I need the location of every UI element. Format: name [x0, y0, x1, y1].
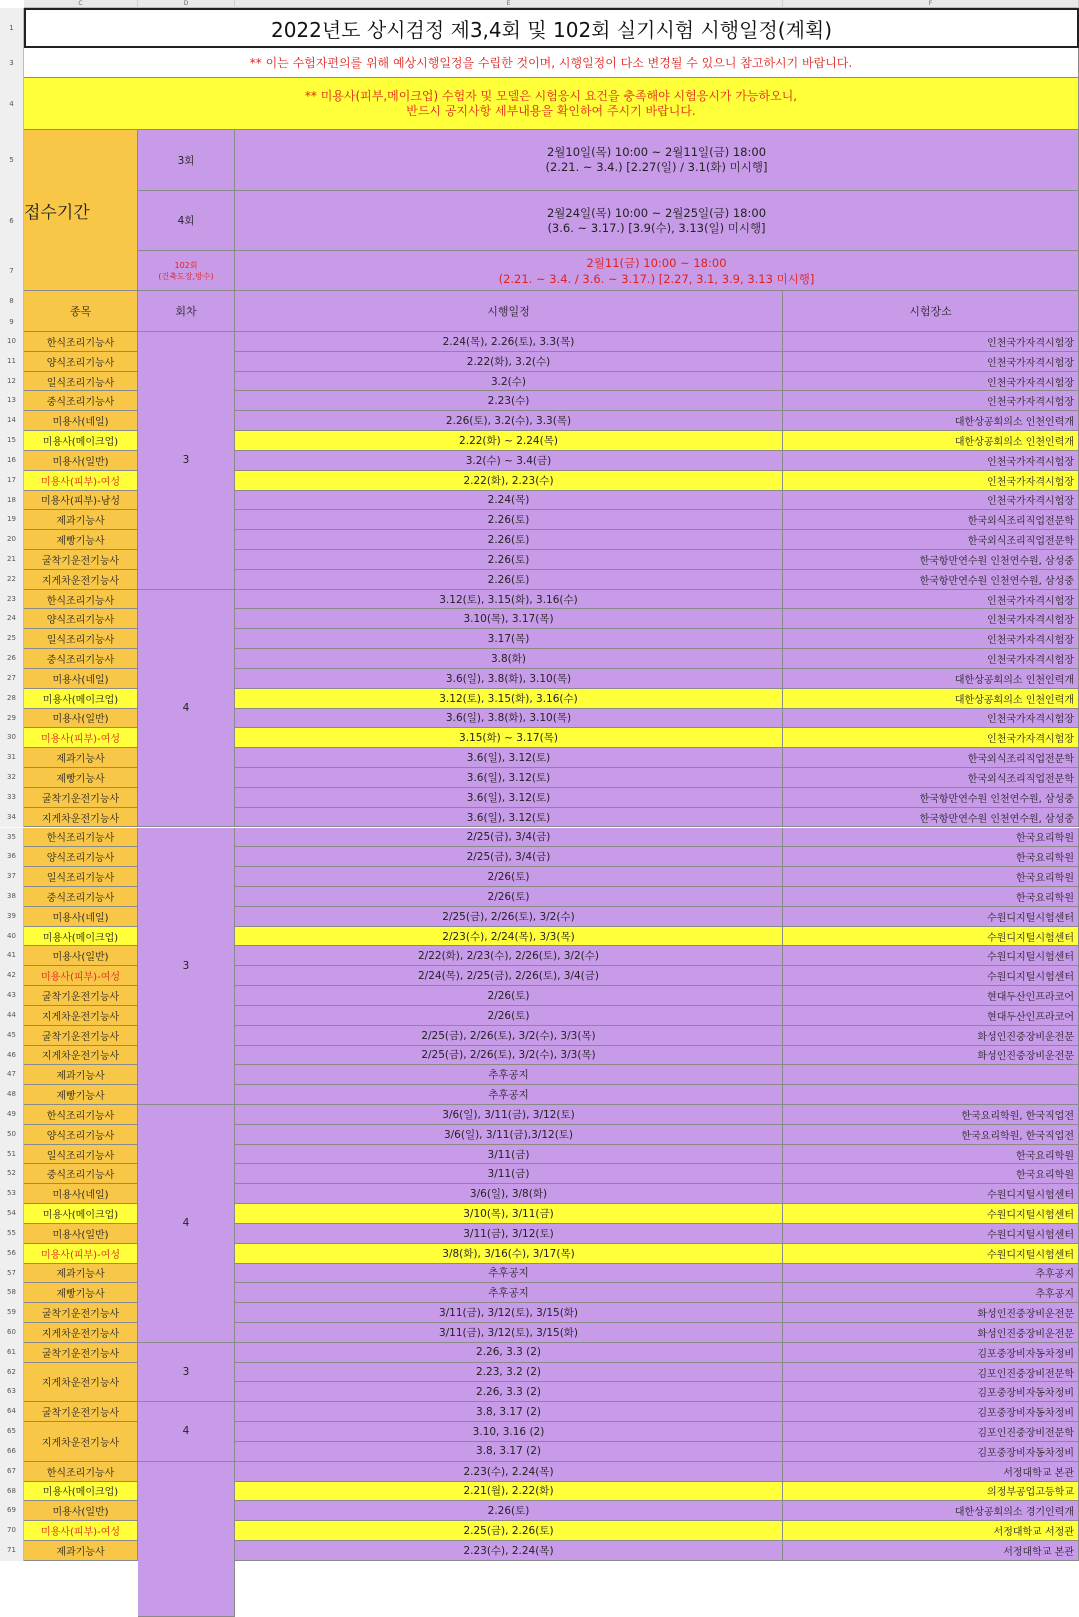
exam-place-cell: 현대두산인프라코어 — [783, 1006, 1079, 1026]
item-cell: 굴착기운전기능사 — [24, 1303, 138, 1323]
row-number[interactable]: 58 — [0, 1283, 24, 1303]
notice-line-2: 반드시 공지사항 세부내용을 확인하여 주시기 바랍니다. — [406, 103, 696, 118]
exam-place-cell: 대한상공회의소 인천인력개 — [783, 411, 1079, 431]
exam-date-cell: 3.8, 3.17 (2) — [235, 1402, 783, 1422]
exam-place-cell: 화성인진중장비운전문 — [783, 1323, 1079, 1343]
exam-date-cell: 3.15(화) ~ 3.17(목) — [235, 728, 783, 748]
item-cell: 굴착기운전기능사 — [24, 1026, 138, 1046]
row-number[interactable]: 51 — [0, 1145, 24, 1165]
item-cell: 중식조리기능사 — [24, 649, 138, 669]
round-cell: 3 — [138, 1343, 235, 1402]
row-number[interactable]: 69 — [0, 1501, 24, 1521]
row-number[interactable]: 50 — [0, 1125, 24, 1145]
item-cell: 한식조리기능사 — [24, 590, 138, 610]
row-number[interactable]: 38 — [0, 887, 24, 907]
row-number[interactable]: 3 — [0, 48, 24, 78]
item-cell: 미용사(피부)-여성 — [24, 471, 138, 491]
exam-date-cell: 2/25(금), 2/26(토), 3/2(수), 3/3(목) — [235, 1026, 783, 1046]
row-number[interactable]: 18 — [0, 491, 24, 511]
exam-date-cell: 3/10(목), 3/11(금) — [235, 1204, 783, 1224]
item-cell: 미용사(메이크업) — [24, 1482, 138, 1502]
row-number[interactable]: 27 — [0, 669, 24, 689]
exam-date-cell: 2.21(월), 2.22(화) — [235, 1482, 783, 1502]
row-number[interactable]: 35 — [0, 828, 24, 848]
notice-line-1: ** 미용사(피부,메이크업) 수험자 및 모델은 시험응시 요건을 충족해야 시험응시가 가능하오니, — [304, 88, 798, 103]
row-number[interactable]: 66 — [0, 1442, 24, 1462]
exam-place-cell: 화성인진중장비운전문 — [783, 1046, 1079, 1066]
row-number[interactable]: 63 — [0, 1382, 24, 1402]
row-number[interactable]: 40 — [0, 927, 24, 947]
exam-date-cell: 추후공지 — [235, 1264, 783, 1284]
row-number[interactable]: 21 — [0, 550, 24, 570]
round-cell: 4 — [138, 590, 235, 828]
row-number[interactable]: 55 — [0, 1224, 24, 1244]
round-cell: 4 — [138, 1105, 235, 1343]
item-cell: 굴착기운전기능사 — [24, 1402, 138, 1422]
item-cell: 미용사(피부)-여성 — [24, 1521, 138, 1541]
row-number[interactable]: 57 — [0, 1264, 24, 1284]
exam-place-cell: 대한상공회의소 인천인력개 — [783, 689, 1079, 709]
row-number[interactable]: 25 — [0, 629, 24, 649]
row-number[interactable]: 39 — [0, 907, 24, 927]
exam-place-cell: 한국요리학원 — [783, 867, 1079, 887]
row-number[interactable]: 31 — [0, 748, 24, 768]
exam-place-cell: 한국외식조리직업전문학 — [783, 530, 1079, 550]
exam-place-cell: 서정대학교 본관 — [783, 1541, 1079, 1561]
item-cell: 제과기능사 — [24, 510, 138, 530]
row-number[interactable]: 62 — [0, 1363, 24, 1383]
exam-place-cell: 한국외식조리직업전문학 — [783, 510, 1079, 530]
item-cell: 일식조리기능사 — [24, 372, 138, 392]
item-cell: 중식조리기능사 — [24, 1164, 138, 1184]
item-cell: 미용사(메이크업) — [24, 927, 138, 947]
exam-date-cell: 2.26(토) — [235, 570, 783, 590]
exam-date-cell: 2.26(토), 3.2(수), 3.3(목) — [235, 411, 783, 431]
exam-place-cell: 인천국가자격시험장 — [783, 728, 1079, 748]
exam-date-cell: 3.6(일), 3.12(토) — [235, 788, 783, 808]
exam-place-cell: 김포인진중장비전문학 — [783, 1422, 1079, 1442]
exam-place-cell — [783, 1065, 1079, 1085]
exam-date-cell: 3/6(일), 3/8(화) — [235, 1184, 783, 1204]
exam-place-cell: 한국요리학원 — [783, 847, 1079, 867]
row-number[interactable]: 19 — [0, 510, 24, 530]
row-number[interactable]: 30 — [0, 728, 24, 748]
row-number[interactable]: 70 — [0, 1521, 24, 1541]
item-cell: 한식조리기능사 — [24, 332, 138, 352]
item-cell: 제빵기능사 — [24, 1085, 138, 1105]
item-cell-merged: 지게차운전기능사 — [24, 1422, 138, 1462]
exam-place-cell: 수원디지털시험센터 — [783, 966, 1079, 986]
exam-place-cell: 한국항만연수원 인천연수원, 삼성중 — [783, 570, 1079, 590]
column-header-c[interactable]: C — [24, 0, 138, 8]
item-cell: 한식조리기능사 — [24, 828, 138, 848]
round-cell — [138, 1462, 235, 1617]
row-number[interactable]: 24 — [0, 609, 24, 629]
header-round: 회차 — [138, 291, 235, 332]
item-cell: 미용사(피부)-남성 — [24, 491, 138, 511]
item-cell: 굴착기운전기능사 — [24, 788, 138, 808]
header-exam-place: 시험장소 — [783, 291, 1079, 332]
exam-place-cell: 인천국가자격시험장 — [783, 372, 1079, 392]
exam-date-cell: 2.26, 3.3 (2) — [235, 1382, 783, 1402]
exam-date-cell: 3.12(토), 3.15(화), 3.16(수) — [235, 689, 783, 709]
item-cell: 중식조리기능사 — [24, 887, 138, 907]
exam-place-cell: 인천국가자격시험장 — [783, 471, 1079, 491]
exam-place-cell: 인천국가자격시험장 — [783, 609, 1079, 629]
row-number[interactable]: 36 — [0, 847, 24, 867]
reception-period-label: 접수기간 — [24, 130, 138, 291]
row-number[interactable]: 65 — [0, 1422, 24, 1442]
exam-date-cell: 3/6(일), 3/11(금),3/12(토) — [235, 1125, 783, 1145]
exam-place-cell: 인천국가자격시험장 — [783, 629, 1079, 649]
column-header-e[interactable]: E — [235, 0, 783, 8]
item-cell: 양식조리기능사 — [24, 847, 138, 867]
exam-place-cell: 김포중장비자동차정비 — [783, 1402, 1079, 1422]
exam-place-cell: 의정부공업고등학교 — [783, 1482, 1079, 1502]
exam-place-cell: 인천국가자격시험장 — [783, 391, 1079, 411]
exam-date-cell: 3/11(금), 3/12(토), 3/15(화) — [235, 1303, 783, 1323]
exam-place-cell: 대한상공회의소 인천인력개 — [783, 669, 1079, 689]
exam-place-cell: 대한상공회의소 인천인력개 — [783, 431, 1079, 451]
exam-place-cell: 수원디지털시험센터 — [783, 907, 1079, 927]
sheet-title: 2022년도 상시검정 제3,4회 및 102회 실기시험 시행일정(계획) — [24, 8, 1079, 48]
reception-round-102-line-1: 2월11(금) 10:00 ~ 18:00 — [586, 255, 727, 270]
reception-round-102-label-line-2: (건축도장,방수) — [158, 271, 214, 281]
exam-place-cell: 대한상공회의소 경기인력개 — [783, 1501, 1079, 1521]
row-number[interactable]: 13 — [0, 391, 24, 411]
exam-date-cell: 3.12(토), 3.15(화), 3.16(수) — [235, 590, 783, 610]
reception-round-3-period — [235, 130, 1079, 191]
exam-place-cell: 수원디지털시험센터 — [783, 1224, 1079, 1244]
exam-place-cell: 한국요리학원 — [783, 1164, 1079, 1184]
item-cell: 제빵기능사 — [24, 1283, 138, 1303]
item-cell: 지게차운전기능사 — [24, 570, 138, 590]
item-cell: 굴착기운전기능사 — [24, 986, 138, 1006]
row-number[interactable]: 56 — [0, 1244, 24, 1264]
row-number[interactable]: 41 — [0, 946, 24, 966]
exam-date-cell: 3.2(수) — [235, 372, 783, 392]
row-number[interactable]: 26 — [0, 649, 24, 669]
exam-date-cell: 2/24(목), 2/25(금), 2/26(토), 3/4(금) — [235, 966, 783, 986]
exam-place-cell: 한국요리학원 — [783, 887, 1079, 907]
item-cell: 미용사(일반) — [24, 1224, 138, 1244]
row-number[interactable]: 6 — [0, 191, 24, 251]
reception-round-3-label: 3회 — [138, 130, 235, 191]
row-number[interactable]: 1 — [0, 8, 24, 48]
exam-place-cell: 한국요리학원, 한국직업전 — [783, 1105, 1079, 1125]
item-cell: 일식조리기능사 — [24, 1145, 138, 1165]
row-number[interactable]: 46 — [0, 1046, 24, 1066]
exam-date-cell: 2/26(토) — [235, 1006, 783, 1026]
row-number[interactable]: 20 — [0, 530, 24, 550]
item-cell: 지게차운전기능사 — [24, 1006, 138, 1026]
exam-place-cell: 수원디지털시험센터 — [783, 927, 1079, 947]
exam-date-cell: 2.22(화), 3.2(수) — [235, 352, 783, 372]
item-cell: 제과기능사 — [24, 1264, 138, 1284]
exam-date-cell: 3/6(일), 3/11(금), 3/12(토) — [235, 1105, 783, 1125]
item-cell: 중식조리기능사 — [24, 391, 138, 411]
exam-date-cell: 2.23(수) — [235, 391, 783, 411]
row-number[interactable]: 4 — [0, 78, 24, 130]
exam-place-cell: 한국항만연수원 인천연수원, 삼성중 — [783, 550, 1079, 570]
exam-date-cell: 3.6(일), 3.8(화), 3.10(목) — [235, 709, 783, 729]
row-number[interactable]: 45 — [0, 1026, 24, 1046]
notice-beauty-requirements — [24, 78, 1079, 130]
item-cell: 지게차운전기능사 — [24, 808, 138, 828]
item-cell: 한식조리기능사 — [24, 1105, 138, 1125]
row-number[interactable]: 44 — [0, 1006, 24, 1026]
item-cell: 양식조리기능사 — [24, 1125, 138, 1145]
exam-place-cell: 김포인진중장비전문학 — [783, 1363, 1079, 1383]
exam-date-cell: 3.6(일), 3.12(토) — [235, 748, 783, 768]
row-number[interactable]: 37 — [0, 867, 24, 887]
exam-place-cell: 수원디지털시험센터 — [783, 1204, 1079, 1224]
round-cell: 3 — [138, 828, 235, 1105]
exam-date-cell: 2/26(토) — [235, 887, 783, 907]
row-number[interactable]: 15 — [0, 431, 24, 451]
exam-date-cell: 2.23, 3.2 (2) — [235, 1363, 783, 1383]
row-number[interactable]: 11 — [0, 352, 24, 372]
exam-date-cell: 3/11(금) — [235, 1145, 783, 1165]
exam-date-cell: 추후공지 — [235, 1065, 783, 1085]
reception-round-102-label-line-1: 102회 — [174, 260, 198, 270]
row-number[interactable]: 60 — [0, 1323, 24, 1343]
exam-place-cell — [783, 1085, 1079, 1105]
notice-schedule-change: ** 이는 수험자편의를 위해 예상시행일정을 수립한 것이며, 시행일정이 다소 변경될 수 있으니 참고하시기 바랍니다. — [24, 48, 1079, 78]
exam-place-cell: 수원디지털시험센터 — [783, 1184, 1079, 1204]
item-cell: 일식조리기능사 — [24, 867, 138, 887]
round-cell: 4 — [138, 1402, 235, 1461]
column-header-f[interactable]: F — [783, 0, 1079, 8]
item-cell: 미용사(피부)-여성 — [24, 728, 138, 748]
exam-place-cell: 인천국가자격시험장 — [783, 491, 1079, 511]
item-cell: 지게차운전기능사 — [24, 1046, 138, 1066]
exam-date-cell: 2/26(토) — [235, 867, 783, 887]
exam-date-cell: 3.6(일), 3.12(토) — [235, 768, 783, 788]
exam-date-cell: 3.10(목), 3.17(목) — [235, 609, 783, 629]
reception-round-4-period — [235, 191, 1079, 251]
item-cell: 제과기능사 — [24, 1065, 138, 1085]
item-cell-merged: 지게차운전기능사 — [24, 1363, 138, 1403]
row-number[interactable]: 9 — [0, 312, 24, 332]
exam-date-cell: 2/23(수), 2/24(목), 3/3(목) — [235, 927, 783, 947]
row-number[interactable]: 43 — [0, 986, 24, 1006]
reception-round-102-line-2: (2.21. ~ 3.4. / 3.6. ~ 3.17.) [2.27, 3.1, 3.9, 3.13 미시행] — [498, 271, 815, 286]
exam-place-cell: 인천국가자격시험장 — [783, 451, 1079, 471]
exam-place-cell: 수원디지털시험센터 — [783, 1244, 1079, 1264]
item-cell: 미용사(피부)-여성 — [24, 1244, 138, 1264]
exam-date-cell: 3/8(화), 3/16(수), 3/17(목) — [235, 1244, 783, 1264]
row-number[interactable]: 28 — [0, 689, 24, 709]
reception-round-3-line-1: 2월10일(목) 10:00 ~ 2월11일(금) 18:00 — [546, 145, 767, 159]
exam-place-cell: 한국외식조리직업전문학 — [783, 768, 1079, 788]
exam-date-cell: 2.26, 3.3 (2) — [235, 1343, 783, 1363]
exam-date-cell: 3.6(일), 3.12(토) — [235, 808, 783, 828]
item-cell: 미용사(네일) — [24, 669, 138, 689]
header-exam-date: 시행일정 — [235, 291, 783, 332]
header-item: 종목 — [24, 291, 138, 332]
item-cell: 미용사(네일) — [24, 411, 138, 431]
exam-date-cell: 2.26(토) — [235, 1501, 783, 1521]
round-cell: 3 — [138, 332, 235, 590]
row-number[interactable]: 22 — [0, 570, 24, 590]
row-number[interactable]: 61 — [0, 1343, 24, 1363]
row-number[interactable]: 23 — [0, 590, 24, 610]
item-cell: 굴착기운전기능사 — [24, 550, 138, 570]
row-number[interactable]: 5 — [0, 130, 24, 191]
exam-place-cell: 인천국가자격시험장 — [783, 709, 1079, 729]
row-number[interactable]: 54 — [0, 1204, 24, 1224]
exam-date-cell: 2/25(금), 3/4(금) — [235, 847, 783, 867]
exam-place-cell: 인천국가자격시험장 — [783, 352, 1079, 372]
row-number[interactable]: 68 — [0, 1482, 24, 1502]
reception-round-3-line-2: (2.21. ~ 3.4.) [2.27(일) / 3.1(화) 미시행] — [545, 160, 768, 174]
exam-date-cell: 3/11(금) — [235, 1164, 783, 1184]
exam-place-cell: 김포중장비자동차정비 — [783, 1382, 1079, 1402]
item-cell: 미용사(일반) — [24, 1501, 138, 1521]
row-number[interactable]: 10 — [0, 332, 24, 352]
row-number[interactable]: 52 — [0, 1164, 24, 1184]
item-cell: 미용사(피부)-여성 — [24, 966, 138, 986]
row-number[interactable]: 12 — [0, 372, 24, 392]
item-cell: 일식조리기능사 — [24, 629, 138, 649]
row-number[interactable]: 67 — [0, 1462, 24, 1482]
item-cell: 미용사(네일) — [24, 1184, 138, 1204]
exam-date-cell: 2.22(화), 2.23(수) — [235, 471, 783, 491]
row-number[interactable]: 59 — [0, 1303, 24, 1323]
row-number[interactable]: 71 — [0, 1541, 24, 1561]
exam-place-cell: 한국요리학원 — [783, 1145, 1079, 1165]
exam-place-cell: 화성인진중장비운전문 — [783, 1303, 1079, 1323]
exam-date-cell: 추후공지 — [235, 1085, 783, 1105]
exam-place-cell: 수원디지털시험센터 — [783, 946, 1079, 966]
row-number[interactable]: 14 — [0, 411, 24, 431]
exam-place-cell: 현대두산인프라코어 — [783, 986, 1079, 1006]
exam-date-cell: 3/11(금), 3/12(토) — [235, 1224, 783, 1244]
exam-date-cell: 3.6(일), 3.8(화), 3.10(목) — [235, 669, 783, 689]
exam-date-cell: 2.22(화) ~ 2.24(목) — [235, 431, 783, 451]
exam-place-cell: 추후공지 — [783, 1264, 1079, 1284]
exam-place-cell: 김포중장비자동차정비 — [783, 1343, 1079, 1363]
exam-place-cell: 화성인진중장비운전문 — [783, 1026, 1079, 1046]
exam-date-cell: 2/25(금), 2/26(토), 3/2(수) — [235, 907, 783, 927]
item-cell: 양식조리기능사 — [24, 352, 138, 372]
exam-place-cell: 인천국가자격시험장 — [783, 649, 1079, 669]
exam-place-cell: 김포중장비자동차정비 — [783, 1442, 1079, 1462]
item-cell: 미용사(일반) — [24, 451, 138, 471]
reception-round-102-period — [235, 251, 1079, 291]
item-cell: 제빵기능사 — [24, 768, 138, 788]
column-header-d[interactable]: D — [138, 0, 235, 8]
exam-date-cell: 2.23(수), 2.24(목) — [235, 1541, 783, 1561]
item-cell: 굴착기운전기능사 — [24, 1343, 138, 1363]
exam-date-cell: 2.24(목) — [235, 491, 783, 511]
exam-place-cell: 인천국가자격시험장 — [783, 590, 1079, 610]
row-number[interactable]: 49 — [0, 1105, 24, 1125]
item-cell: 제빵기능사 — [24, 530, 138, 550]
reception-round-4-label: 4회 — [138, 191, 235, 251]
exam-date-cell: 2.26(토) — [235, 550, 783, 570]
exam-date-cell: 2.26(토) — [235, 530, 783, 550]
exam-date-cell: 추후공지 — [235, 1283, 783, 1303]
item-cell: 지게차운전기능사 — [24, 1323, 138, 1343]
row-number[interactable]: 7 — [0, 251, 24, 291]
exam-date-cell: 3.17(목) — [235, 629, 783, 649]
item-cell: 미용사(일반) — [24, 709, 138, 729]
exam-place-cell: 한국항만연수원 인천연수원, 삼성중 — [783, 788, 1079, 808]
exam-place-cell: 한국외식조리직업전문학 — [783, 748, 1079, 768]
item-cell: 미용사(메이크업) — [24, 431, 138, 451]
row-number[interactable]: 53 — [0, 1184, 24, 1204]
row-number[interactable]: 47 — [0, 1065, 24, 1085]
exam-date-cell: 3.8, 3.17 (2) — [235, 1442, 783, 1462]
item-cell: 미용사(네일) — [24, 907, 138, 927]
reception-round-102-label — [138, 251, 235, 291]
exam-date-cell: 2/22(화), 2/23(수), 2/26(토), 3/2(수) — [235, 946, 783, 966]
row-number[interactable]: 17 — [0, 471, 24, 491]
row-number[interactable]: 16 — [0, 451, 24, 471]
exam-place-cell: 서정대학교 서정관 — [783, 1521, 1079, 1541]
exam-date-cell: 3/11(금), 3/12(토), 3/15(화) — [235, 1323, 783, 1343]
exam-date-cell: 2.25(금), 2.26(토) — [235, 1521, 783, 1541]
exam-date-cell: 2/25(금), 2/26(토), 3/2(수), 3/3(목) — [235, 1046, 783, 1066]
exam-place-cell: 한국요리학원 — [783, 828, 1079, 848]
row-number[interactable]: 8 — [0, 291, 24, 312]
row-number[interactable]: 42 — [0, 966, 24, 986]
exam-date-cell: 2.24(목), 2.26(토), 3.3(목) — [235, 332, 783, 352]
exam-date-cell: 2.23(수), 2.24(목) — [235, 1462, 783, 1482]
exam-date-cell: 2.26(토) — [235, 510, 783, 530]
exam-place-cell: 추후공지 — [783, 1283, 1079, 1303]
row-number[interactable]: 64 — [0, 1402, 24, 1422]
item-cell: 양식조리기능사 — [24, 609, 138, 629]
item-cell: 미용사(메이크업) — [24, 1204, 138, 1224]
exam-date-cell: 2/25(금), 3/4(금) — [235, 828, 783, 848]
exam-date-cell: 3.10, 3.16 (2) — [235, 1422, 783, 1442]
item-cell: 미용사(일반) — [24, 946, 138, 966]
item-cell: 제과기능사 — [24, 1541, 138, 1561]
reception-round-4-line-1: 2월24일(목) 10:00 ~ 2월25일(금) 18:00 — [546, 205, 767, 220]
reception-round-4-line-2: (3.6. ~ 3.17.) [3.9(수), 3.13(일) 미시행] — [547, 220, 766, 235]
row-number[interactable]: 33 — [0, 788, 24, 808]
exam-place-cell: 인천국가자격시험장 — [783, 332, 1079, 352]
item-cell: 미용사(메이크업) — [24, 689, 138, 709]
row-number[interactable]: 34 — [0, 808, 24, 828]
exam-date-cell: 3.2(수) ~ 3.4(금) — [235, 451, 783, 471]
exam-place-cell: 한국항만연수원 인천연수원, 삼성중 — [783, 808, 1079, 828]
row-number[interactable]: 48 — [0, 1085, 24, 1105]
item-cell: 한식조리기능사 — [24, 1462, 138, 1482]
exam-place-cell: 한국요리학원, 한국직업전 — [783, 1125, 1079, 1145]
exam-place-cell: 서정대학교 본관 — [783, 1462, 1079, 1482]
row-number[interactable]: 29 — [0, 709, 24, 729]
exam-date-cell: 2/26(토) — [235, 986, 783, 1006]
row-number[interactable]: 32 — [0, 768, 24, 788]
exam-date-cell: 3.8(화) — [235, 649, 783, 669]
item-cell: 제과기능사 — [24, 748, 138, 768]
